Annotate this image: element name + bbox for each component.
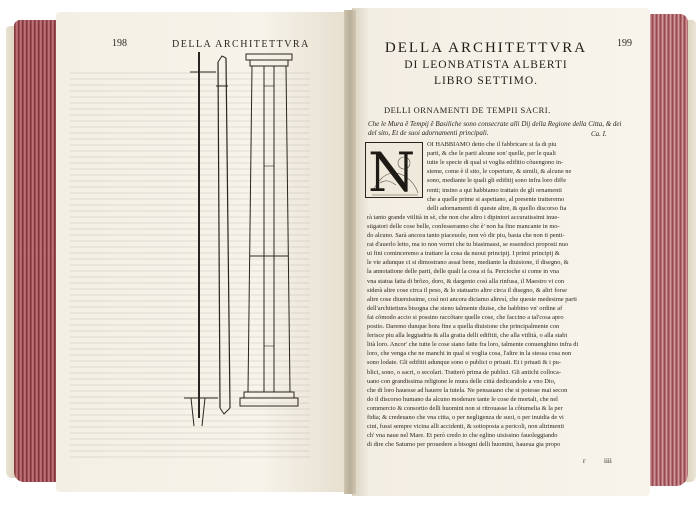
printer-signature: r xyxy=(583,457,586,465)
body-text-line: delli adornamenti di queste altre, & quello discorso fia xyxy=(427,204,567,212)
chapter-summary-line: Che le Mura ẽ Tempij ẽ Basiliche sono consecrate alli Dij della Regione della Citta, & dei xyxy=(368,120,622,128)
body-text-line: ui fini cominceremo a trattare la cosa da nuoui principij. I primi principij & xyxy=(367,250,560,258)
decorated-initial xyxy=(365,142,423,198)
body-text-line: fidia; & credeuano che vna citta, o per negligenza de suoi, o per inuidia de vi xyxy=(367,414,564,421)
profile-rod xyxy=(218,62,220,408)
body-text-line: posito. Daremo dunque hora fine a quella diuisione che principalmente con xyxy=(367,323,560,330)
body-text-line: fai cõmodo accio si possino raccõtare quelle cose, che faccino a tal'cosa apro xyxy=(367,313,564,321)
body-text-line: parti, & che le parti alcune son' quelle, per le quali xyxy=(427,150,556,158)
body-text-line: vna statua fatta di brõzo, doro, & dargento così alla rinfusa, il Maestro vi con xyxy=(367,277,565,285)
author-heading: DI LEONBATISTA ALBERTI xyxy=(404,59,568,71)
body-text-line: OI HABBIAMO detto che il fabbricare si fa di piu xyxy=(427,141,557,148)
book-gutter xyxy=(344,10,356,494)
signature-number: iiii xyxy=(604,457,612,465)
book-number-heading: LIBRO SETTIMO. xyxy=(433,75,539,87)
body-text-line: di dire che Saturno per prouedere a bisogni delli huomini, haueua gia propo xyxy=(367,441,561,449)
chapter-title: DELLI ORNAMENTI DE TEMPII SACRI. xyxy=(384,105,551,115)
body-text-line: tutte le specie di qual si voglia edifitio cõuengono in- xyxy=(427,159,564,167)
body-text-line: uano con grandissima religione le mura delle città dedicandole a vno Dio, xyxy=(367,377,556,385)
body-text-line: dell'architettura bisogna che sieno talmente diuise, che habbino vn' ordine af xyxy=(367,304,563,312)
body-text-line: commercio & consortio delli huomini non si ritrouasse la côtumelia & la per xyxy=(367,404,563,412)
body-text-line: che di loro hauesse ad hauere la tutela. Ne pensauano che si potesse mai secon xyxy=(367,386,568,394)
chapter-number: Ca. I. xyxy=(591,130,607,138)
body-text-line: ferisce piu alla leggiadria & alla gratia delli edifitii, che alla vtilità, o alla stabi xyxy=(367,332,568,340)
body-text-line: loro, che venga che ne manchi in qual si voglia cosa, l'altre in la stessa cosa non xyxy=(367,350,572,358)
body-text-line: do il discorso humano da alcuno moderare tante le cose de mortali, che nel xyxy=(367,395,558,403)
right-folio-number: 199 xyxy=(617,38,632,49)
column-capital xyxy=(246,54,292,60)
body-text-line: rà tanto grande vtilità in sè, che non che altro i dipintori accuratissimi inue- xyxy=(367,213,560,221)
body-text-line: ch' vna naue nel Mare. Et però credo io che eglino uisissino fauoleggiando xyxy=(367,432,558,440)
column-woodcut-illustration xyxy=(160,46,320,436)
body-text-line: sono lodate. Gli edifitii adunque sono o publici o priuati. Et i priuati & i pu- xyxy=(367,359,561,367)
left-red-fore-edge xyxy=(14,20,58,482)
body-text-line: sono, mediante le quali gli edifitij sono infra loro diffe xyxy=(427,177,567,185)
left-folio-number: 198 xyxy=(112,38,127,49)
body-text-line: blici, sono, o sacri, o secolari. Tratterò prima de publici. Gli antichi colloca- xyxy=(367,368,561,376)
body-text-line: sieme, come è il sito, le coperture, & simili, & alcune ne xyxy=(427,168,572,176)
body-text-line: siderà altre cose circa il peso, & lo statuario altre circa il disegno, & altri forse xyxy=(367,286,567,294)
body-text-line: altre cose diuersissime, così noi ancora diciamo altresí, che queste medesime parti xyxy=(367,295,577,303)
book-title-heading: DELLA ARCHITETTVRA xyxy=(384,40,588,56)
chapter-summary-line: del sito, Et de suoi adornamenti principali. xyxy=(368,129,489,137)
body-text-line: stigatori delle cose belle, confesseranno che è' non ha fine mancante in mo- xyxy=(367,222,560,230)
body-text-line: rai d'auerlo letto, ma io non vorrei che tu biasimassi, se essendoci proposti nuo xyxy=(367,241,569,249)
body-text-line: do alcuno. Sarà ancora tanto piaceuole, non vò dir piu, basta che non ti penti- xyxy=(367,232,565,239)
body-text-line: renti; insino a qui habbiamo trattato de gli ornamenti xyxy=(427,186,562,194)
body-text-line: le vie adunque ci si dimostrano assai bene, mediante la diuisione, il disegno, & xyxy=(367,259,569,267)
body-text-line: cini, fussi sempre vicina alli accidenti, & sottoposta a pericoli, non altrimenti xyxy=(367,423,564,431)
body-text-line: la annotatione delle parti, delle quali la cosa si fa. Percioche si come in vna xyxy=(367,268,560,276)
body-text-line: lità loro. Ancor' che tutte le cose siano fatte fra loro, talmente conuenghino infra di xyxy=(367,341,579,349)
right-red-fore-edge xyxy=(648,14,688,486)
body-text-line: che a quelle prime si aspettano, al presente tratteremo xyxy=(427,195,565,203)
initial-letter: N xyxy=(368,142,416,198)
column-base xyxy=(244,392,294,398)
column-shaft xyxy=(248,66,290,392)
left-running-head: DELLA ARCHITETTVRA xyxy=(172,39,310,50)
